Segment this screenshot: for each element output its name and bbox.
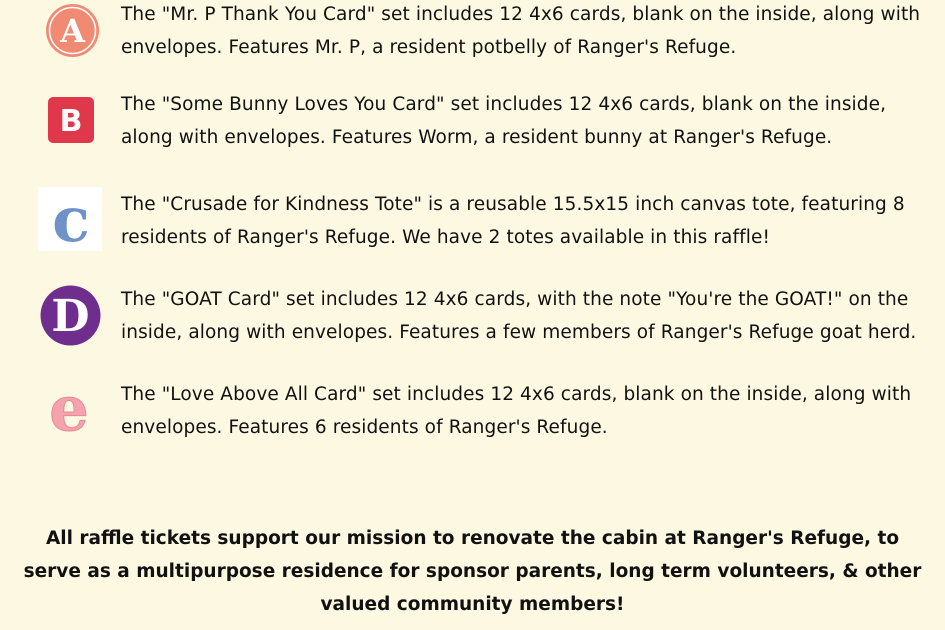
- letter-c-glyph: c: [52, 187, 90, 251]
- raffle-item-b-description: The "Some Bunny Loves You Card" set includes 12 4x6 cards, blank on the inside, along with envelopes. Features Worm, a resident bunny at Ranger's Refuge.: [121, 94, 887, 148]
- raffle-item-e-description: The "Love Above All Card" set includes 12 4x6 cards, blank on the inside, along with envelopes. Features 6 residents of Ranger's Refuge.: [121, 384, 912, 438]
- raffle-item-c-description: The "Crusade for Kindness Tote" is a reusable 15.5x15 inch canvas tote, featuring 8 residents of Ranger's Refuge. We have 2 totes available in this raffle!: [121, 194, 905, 248]
- letter-a-badge-icon: [45, 3, 100, 58]
- letter-b-badge-icon: [48, 97, 94, 143]
- mission-statement: All raffle tickets support our mission to renovate the cabin at Ranger's Refuge, to serve as a multipurpose residence for sponsor parents, long term volunteers, & other valued community members!: [23, 528, 922, 615]
- raffle-item-a-description: The "Mr. P Thank You Card" set includes 12 4x6 cards, blank on the inside, along with envelopes. Features Mr. P, a resident potbelly of Ranger's Refuge.: [121, 4, 921, 58]
- letter-d-badge-icon: [40, 285, 101, 346]
- letter-e-badge-icon: [44, 382, 94, 436]
- letter-b-glyph: B: [59, 104, 83, 139]
- raffle-item-d-description: The "GOAT Card" set includes 12 4x6 cards, with the note "You're the GOAT!" on the inside, along with envelopes. Features a few members of Ranger's Refuge goat herd.: [121, 289, 917, 343]
- letter-e-glyph: e: [49, 382, 89, 436]
- letter-c-badge-icon: [38, 187, 102, 251]
- letter-a-glyph: A: [60, 12, 85, 50]
- letter-d-glyph: D: [51, 291, 90, 342]
